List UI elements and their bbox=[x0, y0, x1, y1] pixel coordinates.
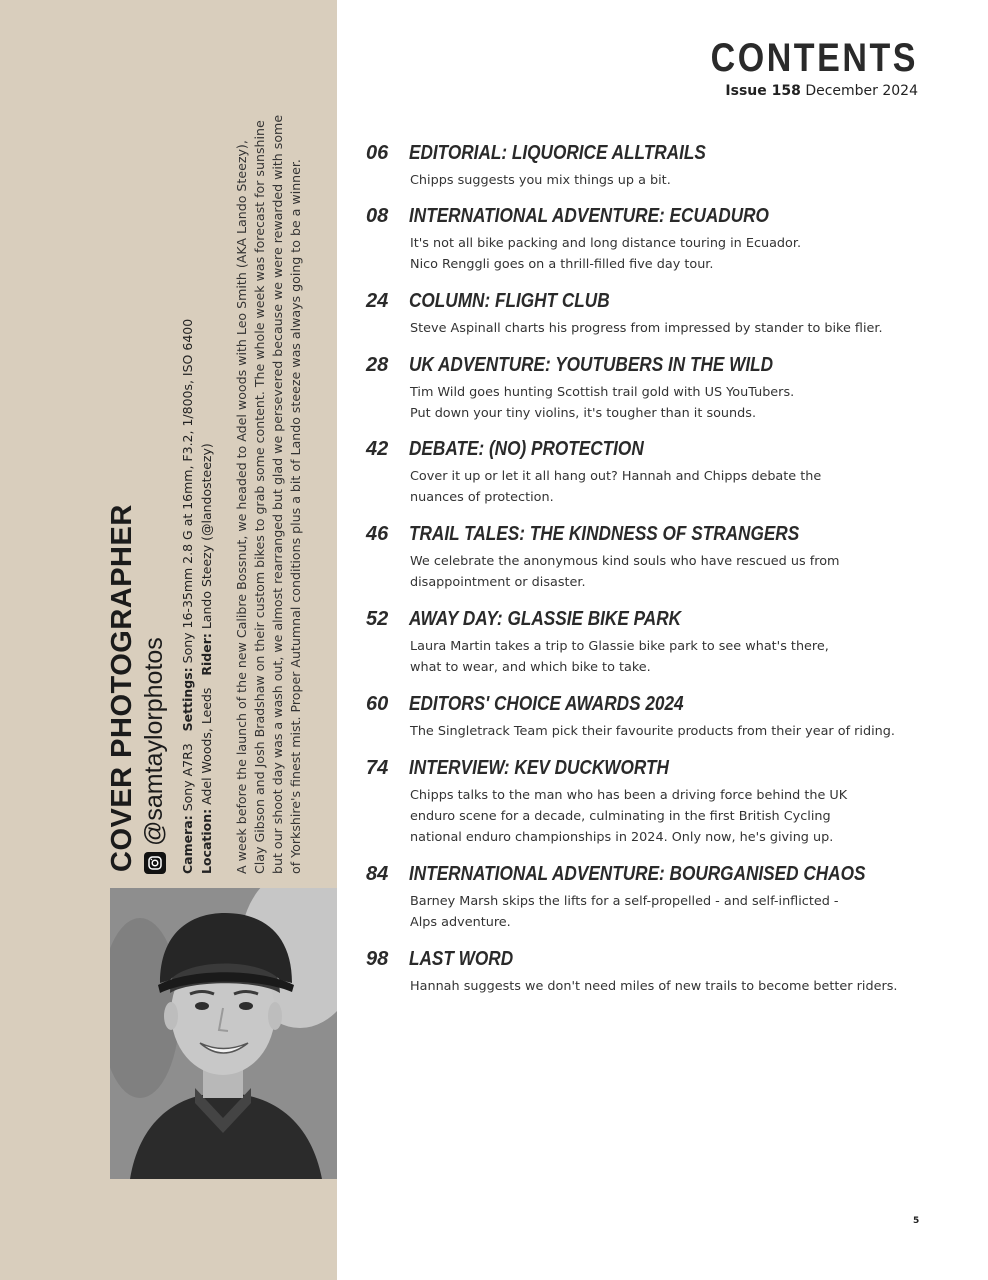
entry-page-number: 28 bbox=[366, 354, 389, 376]
cover-description-line: Clay Gibson and Josh Bradshaw on their custom bikes to grab some content. The whole week was forecast for sunshine bbox=[252, 120, 267, 874]
entry-page-number: 42 bbox=[366, 438, 389, 460]
photographer-handle[interactable]: @samtaylorphotos bbox=[140, 637, 168, 846]
camera-settings-line bbox=[182, 319, 195, 874]
rider-value: Lando Steezy (@landosteezy) bbox=[199, 443, 214, 630]
entry-description bbox=[410, 318, 883, 339]
entry-description-line: Steve Aspinall charts his progress from impressed by stander to bike flier. bbox=[410, 321, 883, 336]
entry-page-number: 74 bbox=[366, 757, 389, 779]
entry-description bbox=[410, 785, 847, 848]
entry-description-line: Barney Marsh skips the lifts for a self-propelled - and self-inflicted - bbox=[410, 894, 839, 909]
entry-title[interactable]: LAST WORD bbox=[409, 948, 514, 970]
cover-photographer-heading: COVER PHOTOGRAPHER bbox=[106, 504, 138, 872]
camera-value: Sony A7R3 bbox=[180, 743, 195, 812]
location-value: Adel Woods, Leeds bbox=[199, 687, 214, 805]
entry-description-line: nuances of protection. bbox=[410, 490, 554, 505]
entry-description bbox=[410, 466, 821, 508]
cover-description-line: of Yorkshire's finest mist. Proper Autumnal conditions plus a bit of Lando steeze was always going to be a winner. bbox=[288, 159, 303, 874]
settings-label: Settings: bbox=[180, 667, 195, 732]
entry-page-number: 08 bbox=[366, 205, 389, 227]
entry-description-line: We celebrate the anonymous kind souls who have rescued us from bbox=[410, 554, 840, 569]
entry-title[interactable]: AWAY DAY: GLASSIE BIKE PARK bbox=[409, 608, 682, 630]
issue-line bbox=[725, 83, 918, 99]
entry-description-line: The Singletrack Team pick their favourite products from their year of riding. bbox=[410, 724, 895, 739]
rider-label: Rider: bbox=[199, 633, 214, 676]
entry-title[interactable]: INTERVIEW: KEV DUCKWORTH bbox=[409, 757, 669, 779]
entry-page-number: 52 bbox=[366, 608, 389, 630]
entry-description-line: Hannah suggests we don't need miles of new trails to become better riders. bbox=[410, 979, 898, 994]
entry-description bbox=[410, 233, 801, 275]
location-label: Location: bbox=[199, 808, 214, 874]
entry-description-line: It's not all bike packing and long distance touring in Ecuador. bbox=[410, 236, 802, 251]
entry-description bbox=[410, 636, 829, 678]
entry-page-number: 84 bbox=[366, 863, 389, 885]
portrait-illustration bbox=[110, 888, 337, 1179]
entry-title[interactable]: EDITORIAL: LIQUORICE ALLTRAILS bbox=[409, 142, 706, 164]
entry-description-line: Alps adventure. bbox=[410, 915, 511, 930]
entry-description-line: enduro scene for a decade, culminating in the first British Cycling bbox=[410, 809, 831, 824]
entry-description-line: Nico Renggli goes on a thrill-filled five day tour. bbox=[410, 257, 714, 272]
photographer-portrait bbox=[110, 888, 337, 1179]
instagram-icon bbox=[144, 852, 166, 874]
entry-description bbox=[410, 382, 794, 424]
entry-title[interactable]: DEBATE: (NO) PROTECTION bbox=[409, 438, 644, 460]
entry-description bbox=[410, 891, 839, 933]
entry-title[interactable]: EDITORS' CHOICE AWARDS 2024 bbox=[409, 693, 684, 715]
entry-title[interactable]: UK ADVENTURE: YOUTUBERS IN THE WILD bbox=[409, 354, 774, 376]
entry-title[interactable]: INTERNATIONAL ADVENTURE: ECUADURO bbox=[409, 205, 769, 227]
entry-description bbox=[410, 170, 671, 191]
entry-description bbox=[410, 551, 840, 593]
entry-page-number: 98 bbox=[366, 948, 389, 970]
entry-description bbox=[410, 976, 897, 997]
entry-description-line: what to wear, and which bike to take. bbox=[410, 660, 651, 675]
issue-date: December 2024 bbox=[805, 83, 918, 99]
cover-description-line: A week before the launch of the new Calibre Bossnut, we headed to Adel woods with Leo Smith (AKA Lando Steezy), bbox=[234, 140, 249, 874]
entry-description-line: Put down your tiny violins, it's tougher than it sounds. bbox=[410, 406, 757, 421]
entry-description-line: national enduro championships in 2024. Only now, he's giving up. bbox=[410, 830, 834, 845]
cover-sidebar bbox=[0, 0, 337, 1280]
entry-title[interactable]: TRAIL TALES: THE KINDNESS OF STRANGERS bbox=[409, 523, 800, 545]
contents-title: CONTENTS bbox=[710, 36, 918, 80]
photographer-handle-row[interactable] bbox=[142, 637, 167, 874]
entry-description-line: Tim Wild goes hunting Scottish trail gold with US YouTubers. bbox=[410, 385, 795, 400]
entry-description-line: Chipps suggests you mix things up a bit. bbox=[410, 173, 671, 188]
entry-title[interactable]: INTERNATIONAL ADVENTURE: BOURGANISED CHAOS bbox=[409, 863, 866, 885]
entry-page-number: 60 bbox=[366, 693, 389, 715]
entry-description-line: Laura Martin takes a trip to Glassie bike park to see what's there, bbox=[410, 639, 829, 654]
location-rider-line bbox=[201, 443, 214, 874]
cover-description-line: but our shoot day was a wash out, we almost rearranged but glad we persevered because we were rewarded with some bbox=[270, 114, 285, 874]
entry-page-number: 24 bbox=[366, 290, 389, 312]
issue-number: Issue 158 bbox=[725, 83, 801, 99]
settings-value: Sony 16-35mm 2.8 G at 16mm, F3.2, 1/800s, ISO 6400 bbox=[180, 318, 195, 664]
page-number: 5 bbox=[913, 1216, 920, 1226]
entry-description-line: disappointment or disaster. bbox=[410, 575, 586, 590]
camera-label: Camera: bbox=[180, 815, 195, 874]
entry-description bbox=[410, 721, 895, 742]
entry-title[interactable]: COLUMN: FLIGHT CLUB bbox=[409, 290, 610, 312]
entry-page-number: 06 bbox=[366, 142, 389, 164]
entry-description-line: Chipps talks to the man who has been a driving force behind the UK bbox=[410, 788, 848, 803]
entry-page-number: 46 bbox=[366, 523, 389, 545]
entry-description-line: Cover it up or let it all hang out? Hannah and Chipps debate the bbox=[410, 469, 822, 484]
